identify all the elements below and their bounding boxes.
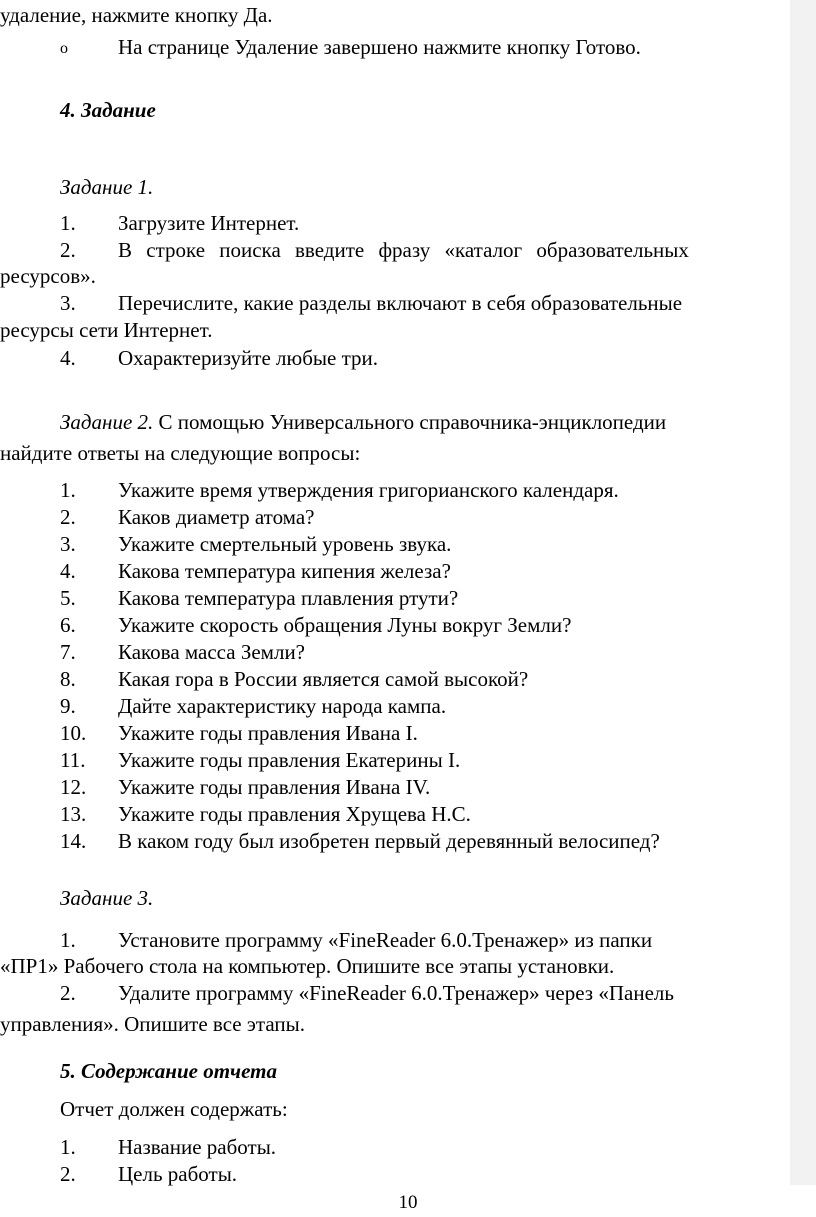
list-item-text: В строке поиска введите фразу «каталог образовательных bbox=[118, 238, 689, 262]
list-item-text: Удалите программу «FineReader 6.0.Тренажер» через «Панель bbox=[118, 981, 674, 1005]
list-item-continuation: управления». Опишите все этапы. bbox=[0, 1012, 305, 1036]
list-item-text: Укажите годы правления Ивана I. bbox=[118, 721, 418, 745]
list-item-number: 2. bbox=[60, 505, 76, 529]
list-item-text: Укажите годы правления Хрущева Н.С. bbox=[118, 802, 471, 826]
list-item-number: 5. bbox=[60, 586, 76, 610]
list-item-number: 3. bbox=[60, 532, 76, 556]
list-item-number: 1. bbox=[60, 478, 76, 502]
list-item-number: 9. bbox=[60, 694, 76, 718]
task-2-intro-text: С помощью Универсального справочника-энциклопедии bbox=[153, 410, 667, 434]
bullet-marker: o bbox=[60, 40, 68, 57]
task-3-label: Задание 3. bbox=[60, 886, 154, 910]
list-item-text: Название работы. bbox=[118, 1135, 277, 1159]
list-item-number: 2. bbox=[60, 981, 76, 1005]
bullet-text: На странице Удаление завершено нажмите кнопку Готово. bbox=[118, 35, 641, 59]
list-item-text: Какова масса Земли? bbox=[118, 640, 306, 664]
task-2-label: Задание 2. bbox=[60, 410, 154, 434]
list-item-text: Цель работы. bbox=[118, 1162, 238, 1186]
list-item-text: Установите программу «FineReader 6.0.Тренажер» из папки bbox=[118, 928, 653, 952]
list-item-text: Какова температура кипения железа? bbox=[118, 559, 451, 583]
list-item-number: 4. bbox=[60, 346, 76, 370]
list-item-number: 8. bbox=[60, 667, 76, 691]
list-item-number: 10. bbox=[60, 721, 87, 745]
list-item-number: 4. bbox=[60, 559, 76, 583]
list-item-number: 3. bbox=[60, 291, 76, 315]
list-item-number: 12. bbox=[60, 775, 87, 799]
list-item-text: В каком году был изобретен первый деревянный велосипед? bbox=[118, 829, 660, 853]
task-2-intro bbox=[60, 412, 666, 433]
list-item-continuation: ресурсов». bbox=[0, 264, 96, 288]
page-number: 10 bbox=[398, 1192, 418, 1213]
list-item-number: 14. bbox=[60, 829, 87, 853]
list-item-text: Загрузите Интернет. bbox=[118, 211, 300, 235]
page-margin-strip bbox=[790, 0, 816, 1185]
list-item-text: Перечислите, какие разделы включают в себя образовательные bbox=[118, 291, 683, 315]
list-item-text: Укажите годы правления Ивана IV. bbox=[118, 775, 431, 799]
list-item-text: Укажите годы правления Екатерины I. bbox=[118, 748, 461, 772]
list-item-continuation: «ПР1» Рабочего стола на компьютер. Опишите все этапы установки. bbox=[0, 954, 615, 978]
intro-line: удаление, нажмите кнопку Да. bbox=[0, 3, 273, 27]
list-item-number: 1. bbox=[60, 1135, 76, 1159]
task-2-intro-continuation: найдите ответы на следующие вопросы: bbox=[0, 441, 361, 465]
list-item-number: 7. bbox=[60, 640, 76, 664]
section-4-heading: 4. Задание bbox=[60, 98, 156, 122]
list-item-text: Охарактеризуйте любые три. bbox=[118, 346, 378, 370]
section-5-intro: Отчет должен содержать: bbox=[60, 1097, 288, 1121]
list-item-text: Какая гора в России является самой высокой? bbox=[118, 667, 529, 691]
list-item-number: 13. bbox=[60, 802, 87, 826]
list-item-text: Укажите время утверждения григорианского календаря. bbox=[118, 478, 619, 502]
list-item-number: 11. bbox=[60, 748, 86, 772]
list-item-number: 2. bbox=[60, 1162, 76, 1186]
list-item-text: Укажите скорость обращения Луны вокруг Земли? bbox=[118, 613, 572, 637]
list-item-continuation: ресурсы сети Интернет. bbox=[0, 318, 213, 342]
list-item-number: 1. bbox=[60, 928, 76, 952]
list-item-text: Какова температура плавления ртути? bbox=[118, 586, 459, 610]
list-item-number: 6. bbox=[60, 613, 76, 637]
list-item-text: Дайте характеристику народа кампа. bbox=[118, 694, 447, 718]
list-item-text: Укажите смертельный уровень звука. bbox=[118, 532, 452, 556]
list-item-number: 1. bbox=[60, 211, 76, 235]
section-5-heading: 5. Содержание отчета bbox=[60, 1059, 277, 1083]
list-item-number: 2. bbox=[60, 238, 76, 262]
task-1-label: Задание 1. bbox=[60, 175, 154, 199]
list-item-text: Каков диаметр атома? bbox=[118, 505, 315, 529]
